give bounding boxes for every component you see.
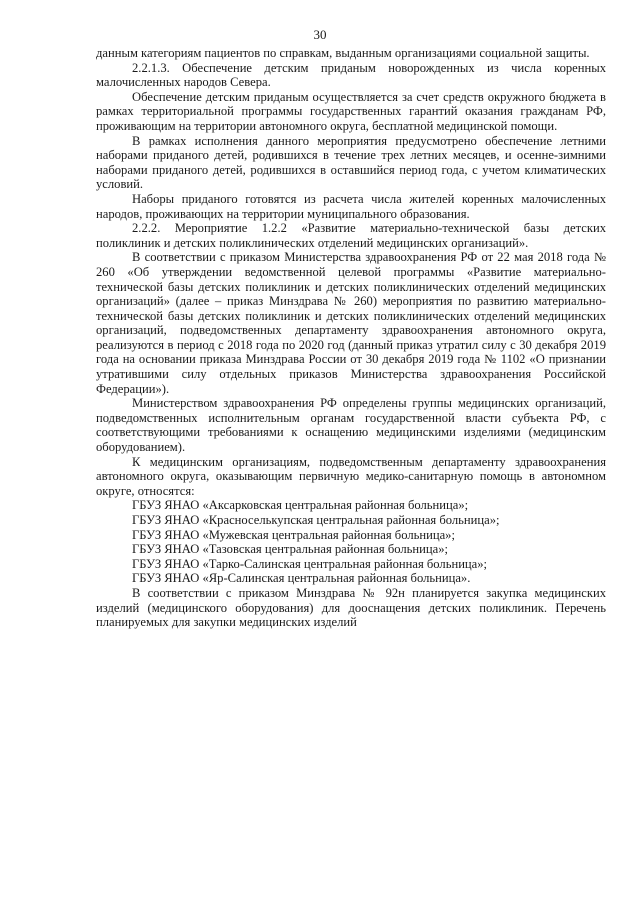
list-item-hospital: ГБУЗ ЯНАО «Тарко-Салинская центральная районная больница»; xyxy=(132,556,488,571)
list-item-hospital: ГБУЗ ЯНАО «Мужевская центральная районная больница»; xyxy=(132,527,455,542)
paragraph-funding: Обеспечение детским приданым осуществляется за счет средств окружного бюджета в рамках территориальной программы государственных гарантий оказания гражданам РФ, проживающим на территории автономного округа, бесплатной медицинской помощи. xyxy=(96,89,606,133)
paragraph-organizations-intro: К медицинским организациям, подведомственным департаменту здравоохранения автономного округа, оказывающим первичную медико-санитарную помощь в автономном округе, относятся: xyxy=(96,454,606,498)
paragraph-seasonal-sets: В рамках исполнения данного мероприятия предусмотрено обеспечение летними наборами приданого детей, родившихся в течение трех летних месяцев, и осенне-зимними наборами приданого детей, родившихся в оставшийся период года, с учетом климатических условий. xyxy=(96,133,606,192)
paragraph-continuation: данным категориям пациентов по справкам, выданным организациями социальной защиты. xyxy=(96,46,590,60)
list-item-hospital: ГБУЗ ЯНАО «Аксарковская центральная районная больница»; xyxy=(132,498,469,513)
list-item-hospital: ГБУЗ ЯНАО «Красноселькупская центральная районная больница»; xyxy=(132,513,500,527)
paragraph-order-92n: В соответствии с приказом Минздрава № 92н планируется закупка медицинских изделий (медицинского оборудования) для дооснащения детских поликлиник. Перечень планируемых для закупки медицинских изделий xyxy=(96,585,606,630)
paragraph-section-2-2-2: 2.2.2. Мероприятие 1.2.2 «Развитие материально-технической базы детских поликлиник и детских поликлинических отделений медицинских организаций». xyxy=(96,221,606,250)
paragraph-section-2-2-1-3: 2.2.1.3. Обеспечение детским приданым новорожденных из числа коренных малочисленных народов Севера. xyxy=(96,60,606,90)
paragraph-sets-calculation: Наборы приданого готовятся из расчета числа жителей коренных малочисленных народов, проживающих на территории муниципального образования. xyxy=(96,191,606,221)
document-body xyxy=(96,46,606,630)
list-item-hospital: ГБУЗ ЯНАО «Яр-Салинская центральная районная больница». xyxy=(132,571,471,586)
page-number: 30 xyxy=(313,27,327,42)
paragraph-order-260: В соответствии с приказом Министерства здравоохранения РФ от 22 мая 2018 года № 260 «Об утверждении ведомственной целевой программы «Развитие материально-технической базы детских поликлиник и детских поликлинических отделений медицинских организаций» (далее – приказ Минздрава № 260) мероприятия по развитию материально-технической базы детских поликлиник и детских поликлинических отделений медицинских организаций, подведомственных департаменту здравоохранения автономного округа, реализуются в период с 2018 года по 2020 год (данный приказ утратил силу с 30 декабря 2019 года на основании приказа Минздрава России от 30 декабря 2019 года № 1102 «О признании утратившими силу отдельных приказов Министерства здравоохранения Российской Федерации»). xyxy=(96,250,606,396)
paragraph-ministry-groups: Министерством здравоохранения РФ определены группы медицинских организаций, подведомственных исполнительным органам государственной власти субъекта РФ, с соответствующими требованиями к оснащению медицинскими изделиями (медицинским оборудованием). xyxy=(96,396,606,455)
list-item-hospital: ГБУЗ ЯНАО «Тазовская центральная районная больница»; xyxy=(132,542,448,557)
